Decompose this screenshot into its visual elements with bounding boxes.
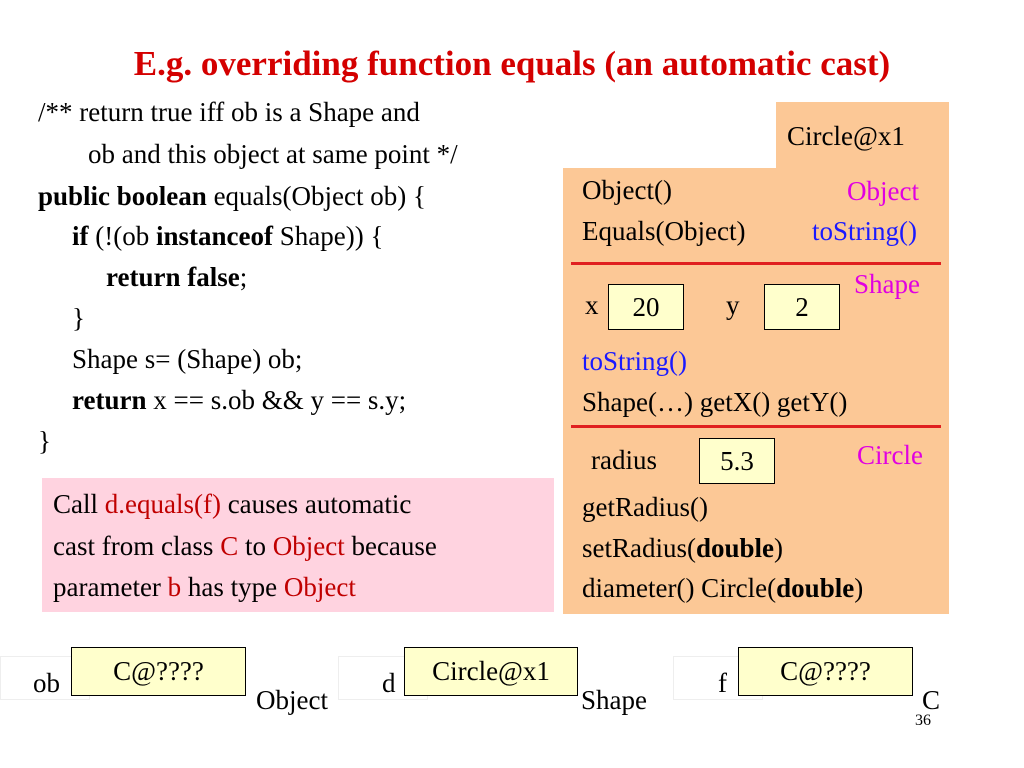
note-highlight: Object [272,531,345,561]
note-line-2 [53,533,437,560]
field-radius-value: 5.3 [699,438,775,484]
code-line-9: } [38,426,51,456]
method-getradius: getRadius() [582,492,708,522]
note-text: because [344,531,437,561]
note-highlight: d.equals(f) [104,489,221,519]
note-line-3 [53,574,356,601]
code-text: (!(ob [88,221,156,251]
note-highlight: C [220,531,239,561]
code-line-5 [106,264,247,291]
method-setradius [582,535,783,562]
field-x-value: 20 [608,284,684,330]
method-keyword: double [696,533,775,563]
section-label-object: Object [847,176,919,206]
code-keyword: return [72,385,147,415]
variable-f-type: C [922,685,941,715]
variable-f-name: f [718,668,727,698]
method-text: setRadius( [582,533,696,563]
section-label-circle: Circle [857,440,923,470]
variable-ob-type: Object [256,685,328,715]
note-highlight: Object [283,572,356,602]
code-line-4 [72,223,383,250]
variable-d-name: d [382,668,396,698]
note-text: cast from class [53,531,221,561]
note-text: causes automatic [220,489,412,519]
object-name-tab [776,102,949,170]
code-line-6: } [72,303,85,333]
object-diagram [563,168,949,614]
code-line-1: /** return true iff ob is a Shape and [38,97,420,127]
shape-methods: Shape(…) getX() getY() [582,387,848,417]
code-text: ; [239,262,248,292]
code-keyword: return false [106,262,240,292]
field-x-label: x [585,290,599,320]
code-line-8 [72,387,406,414]
page-number: 36 [915,712,931,729]
variable-f-value: C@???? [738,647,913,696]
code-line-2: ob and this object at same point */ [88,139,458,169]
field-radius-label: radius [591,445,657,475]
code-text: equals(Object ob) { [206,181,426,211]
method-tostring-object: toString() [812,216,917,246]
method-keyword: double [776,573,855,603]
slide-title: E.g. overriding function equals (an automatic cast) [133,44,891,83]
method-object-constructor: Object() [582,175,672,205]
code-keyword: instanceof [155,221,273,251]
variable-ob-name: ob [33,668,60,698]
variable-ob-value: C@???? [71,647,246,696]
note-box [42,478,554,612]
method-text: diameter() Circle( [582,573,777,603]
section-label-shape: Shape [854,269,920,299]
code-line-7: Shape s= (Shape) ob; [72,344,303,374]
field-y-value: 2 [764,284,840,330]
note-text: Call [53,489,105,519]
code-line-3 [38,183,426,210]
method-diameter-constructor [582,575,863,602]
code-text: x == s.ob && y == s.y; [146,385,407,415]
method-equals: Equals(Object) [582,216,746,246]
code-keyword: if [72,221,89,251]
field-y-label: y [726,290,740,320]
variable-d-type: Shape [581,685,647,715]
note-text: to [238,531,273,561]
code-keyword: public boolean [38,181,207,211]
variable-d-value: Circle@x1 [404,647,578,696]
note-highlight: b [167,572,182,602]
section-separator [571,425,941,428]
note-line-1 [53,491,411,518]
code-text: Shape)) { [272,221,384,251]
method-text: ) [774,533,784,563]
note-text: has type [181,572,284,602]
method-text: ) [854,573,864,603]
note-text: parameter [53,572,168,602]
object-name: Circle@x1 [787,121,905,151]
section-separator [571,262,941,265]
method-tostring-shape: toString() [582,346,687,376]
